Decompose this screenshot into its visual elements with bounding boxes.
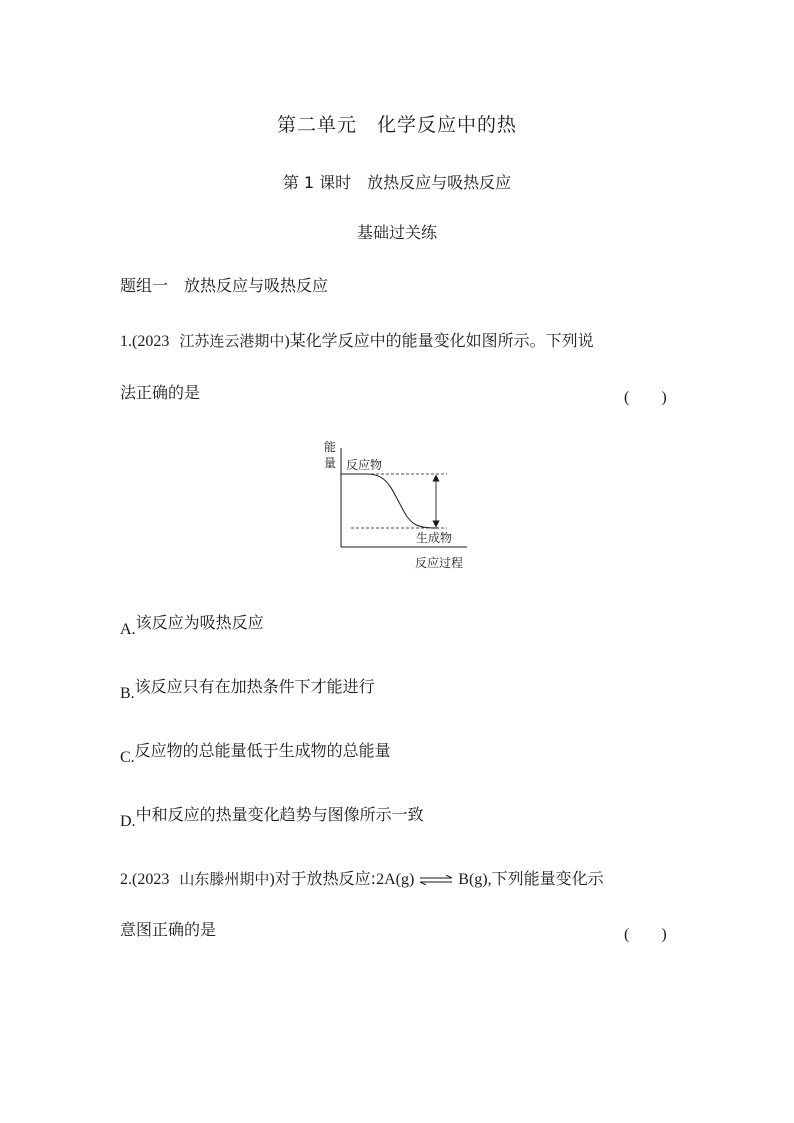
answer-blank-2[interactable]: ( ): [624, 926, 667, 943]
unit-title: 第二单元 化学反应中的热: [276, 114, 517, 136]
question-1-stem-2: 法正确的是: [120, 383, 201, 402]
question-2-stem-2: 意图正确的是: [120, 920, 217, 939]
option-b[interactable]: [120, 674, 375, 702]
question-1-source-close: ): [284, 333, 290, 350]
option-a-letter: A.: [120, 621, 136, 638]
question-1-number: 1.(2023: [120, 333, 170, 350]
question-2-stem-post: 下列能量变化示: [491, 869, 604, 888]
x-axis-label: 反应过程: [415, 556, 464, 570]
equilibrium-arrow-icon: [420, 870, 452, 889]
option-d-letter: D.: [120, 813, 136, 830]
question-2-number: 2.(2023: [120, 871, 170, 888]
energy-diagram: [315, 436, 485, 576]
section-title: 基础过关练: [356, 223, 437, 242]
option-b-text: 该反应只有在加热条件下才能进行: [134, 677, 375, 696]
question-2-source-close: ): [269, 871, 275, 888]
question-2-stem-pre: 对于放热反应:: [274, 869, 377, 888]
y-axis-label-2: 量: [324, 456, 337, 470]
group-title: 题组一 放热反应与吸热反应: [120, 276, 329, 295]
question-1-source: 江苏连云港期中: [179, 332, 285, 350]
option-c-text: 反应物的总能量低于生成物的总能量: [134, 741, 391, 760]
question-2-source: 山东滕州期中: [179, 870, 270, 888]
option-a[interactable]: [120, 610, 264, 638]
question-1-stem: 某化学反应中的能量变化如图所示。下列说: [289, 331, 594, 350]
product-label: 生成物: [416, 531, 453, 545]
energy-curve: [341, 474, 439, 528]
question-2-product: B(g),: [458, 871, 492, 888]
question-2-reactant: 2A(g): [376, 871, 415, 888]
option-d-text: 中和反应的热量变化趋势与图像所示一致: [135, 805, 424, 824]
option-c[interactable]: [120, 738, 391, 766]
answer-blank-1[interactable]: ( ): [624, 389, 667, 406]
question-2-line-1: [120, 866, 604, 889]
option-d[interactable]: [120, 802, 424, 830]
option-c-letter: C.: [120, 749, 135, 766]
question-1-line-1: [120, 328, 594, 351]
option-b-letter: B.: [120, 685, 135, 702]
reactant-label: 反应物: [346, 458, 383, 472]
option-a-text: 该反应为吸热反应: [135, 613, 264, 632]
y-axis-label-1: 能: [324, 440, 337, 454]
lesson-title: 第 1 课时 放热反应与吸热反应: [282, 173, 512, 192]
